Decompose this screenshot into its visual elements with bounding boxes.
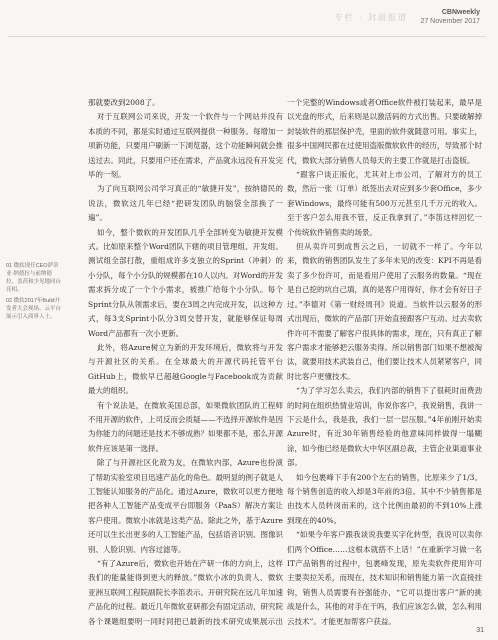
header-divider (8, 36, 486, 37)
paragraph (287, 629, 482, 631)
paragraph (88, 110, 283, 182)
paragraph (287, 240, 482, 384)
paragraph (88, 341, 283, 399)
paragraph (88, 226, 283, 341)
paragraph-text: “如果今年客户跟我谈说我要买字化转型，我说可以卖你们两个Office……这根本就搭不上话！”在重新学习做一名IT产品销售的过程中，包裹峰发现，原先卖软件使用许可主要卖拉关系，而现在，技术知识和销售能力第一次直接挂钩，销售人员需要有谷强能办，“它可以提出客户”新的挑战是什么，其他的对手在干吗，我们应该怎么做，怎么利用云技术”。才能更加帮客户获益。 (287, 530, 482, 626)
sidebar-captions (6, 262, 62, 324)
paragraph (287, 384, 482, 470)
paragraph-text: 对于互联网公司来说，开发一个软件与一个网站并没有本质的不同，都是实时通过互联网提供一种服务。每增加一项新功能，只要用户刷新一下浏览器，这个功能瞬间就会推送过去。同此，只要用户还在需求，产品就永远没有开发完毕的一刻。 (88, 112, 283, 180)
paragraph-text: “有了Azure后，微软也开始在产研一体的方向上，这样我们的能量能得到更大的释放。”微软小冰的负责人、微软亚洲互联网工程院副院长李笛表示。开研究院在远几年加速产品化的过程。最近几年微软亚研都会有固定活动，研究院各个课题组要明一同时同把已最新的技术研究成果展示出 (88, 559, 283, 626)
photo-caption: 02 微软2017年Build开发者大会现场。云平台展示引入商界人士。 (6, 298, 62, 320)
paragraph-text: 除了与开源社区化敌为友，在微软内部，Azure也扮演了帮助实验室项目迅速产品化的角色。最明显的例子就是人工智能认知服务的产品化。通过Azure，微软可以更方便地把各种人工智能产品变成平台即服务（PaaS）解决方案让客户使用。微软小冰就是这类产品。除此之外，基于Azure还可以生长出更多的人工智能产品，包括语音识别、图像识别、人脸识别、内容过滤等。 (88, 458, 283, 554)
paragraph (88, 456, 283, 557)
paragraph (88, 557, 283, 631)
article-column-left (88, 96, 283, 631)
paragraph-text: “跟客户谈正版化，尤其对上市公司，了解对方的员工数，然后一张（订单）纸签出去对应到多少套Office，多少套Windows，最终可能有500万元甚至几千万元的收入。至于客户怎么用我不管，反正我拿到了。”李笛这样回忆一个传统软件销售卖的场景。 (287, 170, 482, 237)
paragraph-text: 那就要改到2008了。 (88, 98, 160, 107)
page-number: 31 (476, 627, 484, 634)
issue-date: 27 November 2017 (420, 18, 480, 25)
paragraph-text: 但从卖许可到成售云之后，一切就不一样了。今年以来，微软的销售团队发生了多年未见的改变：KPI不再是看卖了多少份许可，而是看用户使用了云服务的数量。“现在是自己挖的坑自己填，真的是客户用得好，你才会有好日子过。”李德对《第一财经周刊》说道。当软件以云服务的形式出现后，微软的产品部门开始直接跟客户互动。过去卖软件许可不需要了解客户很具体的需求，现在，只有真正了解客户需求才能够把云服务卖得。所以销售部门如果不想被淘汰，就要用技术武装自己，他们要让技术人员紧紧客户，同时比客户更懂技术。 (287, 242, 482, 381)
paragraph-text: 有个说法是，在微软美国总部，如果微软团队的工程师不用开源的软件，上司反而会质疑——不选择开源软件是因为你能力的问题还是技术不够成熟？如果都不是，那么开源软件应该是第一选择。 (88, 400, 283, 453)
paragraph-text: 此外，将Azure树立为新的开发环境后，微软将与开发与开源社区的关系。在全球最大的开源代码托管平台GitHub上，微软早已超越Google与Facebook成为贡献最大的组织。 (88, 342, 283, 396)
paragraph-text: 为了向互联网公司学习真正的“敏捷开发”，按纳德民的说法，微软这几年已经“把研发团队的脑袋全部换了一遍”。 (88, 184, 283, 223)
paragraph-text: 一个完整的Windows或者Office软件被打装起来，最早是以光盘的形式，后来则是以激活码的方式出售。只要破解掉封装软件的那层保护壳，里面的软件就随意可用。事实上，很多中国网民都在过使用盗版微软软件的经历，导致那个时代，微软大部分销售人员每天的主要工作就是打击盗版。 (287, 98, 482, 165)
paragraph-text: “为了学习怎么卖云，我们内部的销售下了很耗时而费劲的时间在组织热情业培训，你说你客户，我说销售，我讲一下云是什么，我是我，我们一层一层压服。”4年前刚开始卖Azure时，有近30年销售经验的他意味同样做得一塌糊涂，如今他已经是微软大中华区副总裁，主管企业渠道事业部。 (287, 386, 482, 468)
header-ghost-text: 专栏 · 封面报道 (334, 13, 408, 22)
paragraph (287, 471, 482, 529)
article-column-right (287, 96, 482, 631)
photo-caption: 01 微软现任CEO萨蒂亚·纳德拉与前纳德拉，盖茨和少见地同台亮相。 (6, 263, 62, 293)
paragraph (287, 168, 482, 240)
paragraph-text: 如今包裹峰下手有200个左右的销售，比原来少了1/3。每个销售创造的收入却是3年前的3倍。其中不少销售都是由技术人员转岗而来的，这个比例由最初的不到10%上涨到现在的40%。 (287, 472, 482, 525)
paragraph (287, 528, 482, 629)
magazine-brand: CBNweekly (441, 9, 480, 16)
paragraph (287, 96, 482, 168)
paragraph (88, 96, 283, 110)
paragraph (88, 182, 283, 225)
paragraph-text: 如今，整个微软的开发团队几乎全部转变为敏捷开发模式。比如原来整个Word团队下辖的项目管理组、开发组、测试组全部打散，重组成许多支独立的Sprint（冲刺）的小分队，每个小分队的规模都在10人以内。对Word的开发需求拆分成了一个个小需求，被推广给每个小分队。每个Sprint分队从领需求后，要在3周之内完成开发，以这种方式，每3支Sprint小队分3周交替开发，就能够保证每周Word产品都有一次小更新。 (88, 227, 283, 338)
paragraph (88, 399, 283, 457)
magazine-header (420, 8, 480, 26)
